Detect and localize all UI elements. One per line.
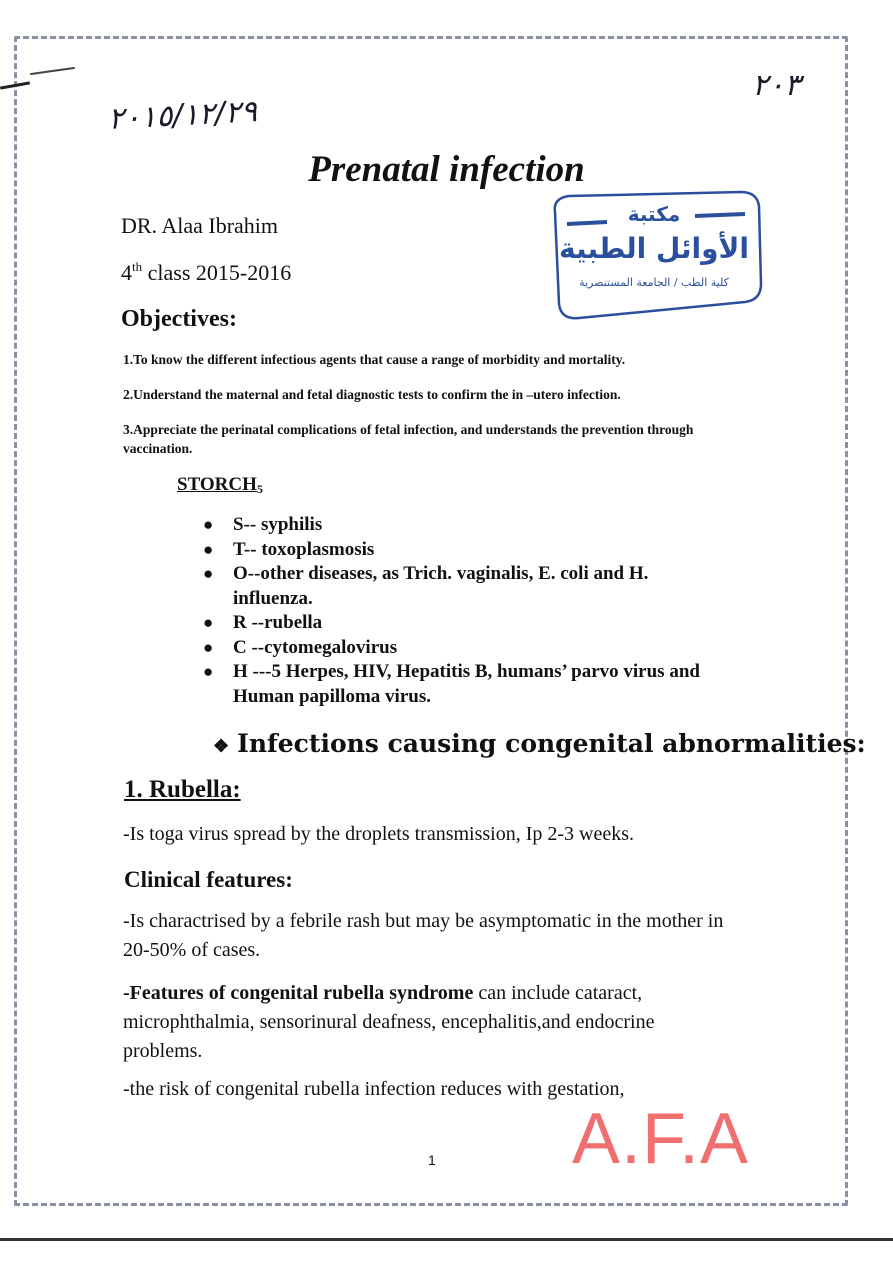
list-item-text: O--other diseases, as Trich. vaginalis, E. coli and H. influenza. bbox=[233, 563, 649, 609]
watermark: A.F.A bbox=[572, 1099, 750, 1179]
list-item-text: H ---5 Herpes, HIV, Hepatitis B, humans’ parvo virus and Human papilloma virus. bbox=[233, 661, 700, 707]
features-bold: -Features of congenital rubella syndrome bbox=[123, 982, 474, 1004]
list-item bbox=[203, 562, 723, 611]
storch-list bbox=[203, 513, 723, 709]
storch-sub: 5 bbox=[256, 482, 263, 496]
bullet-icon: ● bbox=[203, 662, 214, 681]
stamp-line-1: مكتبة bbox=[627, 202, 681, 226]
objective-item: 1.To know the different infectious agents that cause a range of morbidity and mortality. bbox=[123, 352, 626, 367]
features-paragraph bbox=[123, 979, 723, 1066]
rubella-heading: 1. Rubella: bbox=[124, 776, 241, 803]
rubella-intro: -Is toga virus spread by the droplets transmission, Ip 2-3 weeks. bbox=[123, 823, 635, 845]
stamp-line-3: كلية الطب / الجامعة المستنصرية bbox=[579, 276, 729, 289]
list-item bbox=[203, 538, 723, 563]
clinical-text: -Is charactrised by a febrile rash but may be asymptomatic in the mother in 20-50% of cases. bbox=[123, 910, 724, 961]
bullet-icon: ● bbox=[203, 613, 214, 632]
list-item-text: C --cytomegalovirus bbox=[233, 636, 398, 658]
risk-text: -the risk of congenital rubella infection reduces with gestation, bbox=[123, 1078, 625, 1100]
section-heading-text: Infections causing congenital abnormalities: bbox=[237, 729, 866, 758]
list-item-text: T-- toxoplasmosis bbox=[233, 538, 375, 560]
diamond-bullet-icon: ❖ bbox=[213, 736, 230, 757]
author-name: DR. Alaa Ibrahim bbox=[121, 213, 279, 238]
objective-item: 3.Appreciate the perinatal complications of fetal infection, and understands the prevention through vaccination. bbox=[123, 422, 694, 456]
page-title: Prenatal infection bbox=[308, 149, 585, 190]
list-item bbox=[203, 660, 723, 709]
list-item-text: S-- syphilis bbox=[233, 514, 323, 535]
storch-heading bbox=[177, 474, 263, 497]
list-item-text: R --rubella bbox=[233, 612, 323, 633]
page-number: 1 bbox=[428, 1152, 436, 1168]
class-line bbox=[121, 259, 291, 286]
list-item bbox=[203, 611, 723, 636]
library-stamp bbox=[545, 188, 763, 320]
scan-bottom-line bbox=[0, 1238, 893, 1241]
bullet-icon: ● bbox=[203, 637, 214, 657]
storch-label: STORCH bbox=[177, 474, 257, 495]
class-suffix: class 2015-2016 bbox=[142, 260, 292, 285]
stamp-line-2: الأوائل الطبية bbox=[559, 232, 749, 265]
handwritten-date: ٢٠١٥/١٢/٢٩ bbox=[107, 94, 258, 137]
objectives-heading: Objectives: bbox=[121, 306, 237, 332]
section-heading bbox=[213, 729, 866, 758]
list-item bbox=[203, 636, 723, 661]
features-rest: can include cataract, microphthalmia, sensorinural deafness, encephalitis,and endocrine problems. bbox=[123, 982, 655, 1062]
class-prefix: 4 bbox=[121, 260, 132, 285]
list-item bbox=[203, 513, 723, 538]
handwritten-number: ٢٠٣ bbox=[752, 68, 801, 103]
bullet-icon: ● bbox=[203, 564, 214, 583]
clinical-heading: Clinical features: bbox=[124, 867, 293, 892]
objective-item: 2.Understand the maternal and fetal diagnostic tests to confirm the in –utero infection. bbox=[123, 387, 621, 402]
bullet-icon: ● bbox=[203, 515, 214, 534]
bullet-icon: ● bbox=[203, 539, 214, 559]
class-sup: th bbox=[132, 259, 143, 274]
